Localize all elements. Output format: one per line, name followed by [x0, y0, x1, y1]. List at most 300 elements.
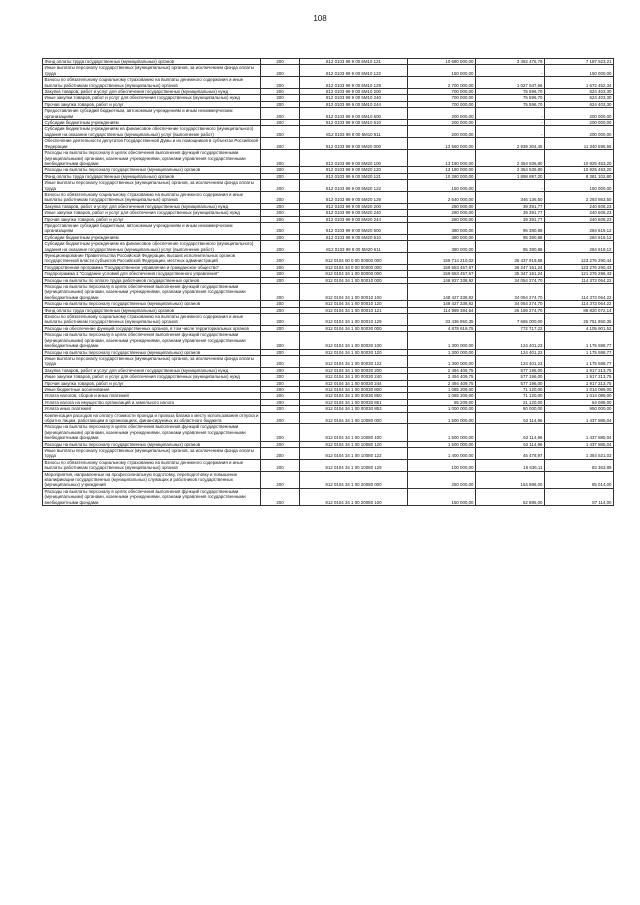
row-name-cell: Закупка товаров, работ и услуг для обеспечения государственных (муниципальных) нужд	[43, 203, 261, 209]
row-line-code-cell: 200	[261, 95, 300, 101]
row-line-code-cell: 200	[261, 173, 300, 179]
row-executed-cell: -	[476, 126, 545, 138]
row-name-cell: Прочая закупка товаров, работ и услуг	[43, 216, 261, 222]
row-executed-cell: 164 986,00	[476, 471, 545, 488]
row-kbk-cell: 812 0103 99 9 00 5М10 240	[300, 95, 408, 101]
row-name-cell: Функционирование Правительства Российской Федерации, высших исполнительных органов государственной власти субъектов Российской Федерации, местных администраций	[43, 253, 261, 265]
row-name-cell: Расходы на выплаты персоналу в целях обеспечения выполнения функций государственными (муниципальными) органами, казенными учреждениями, органами управления государственными внебюджетными фондами	[43, 488, 261, 505]
row-remaining-cell: 1 917 213,75	[545, 367, 614, 373]
row-executed-cell: 1 027 547,66	[476, 77, 545, 89]
row-kbk-cell: 812 0104 34 1 00 00010 121	[300, 307, 408, 313]
row-executed-cell: 62 886,00	[476, 488, 545, 505]
table-row	[43, 203, 614, 209]
row-remaining-cell: 114 373 064,22	[545, 301, 614, 307]
row-name-cell: Расходы на выплаты персоналу в целях обеспечения выполнения функций государственными (муниципальными) органами, казенными учреждениями, органами управления государственными внебюджетными фондами	[43, 424, 261, 441]
table-row	[43, 349, 614, 355]
row-kbk-cell: 812 0103 99 9 00 5М20 129	[300, 191, 408, 203]
row-kbk-cell: 812 0104 34 1 00 00030 120	[300, 349, 408, 355]
row-kbk-cell: 812 0104 34 1 00 00000 000	[300, 271, 408, 277]
row-line-code-cell: 200	[261, 441, 300, 447]
row-line-code-cell: 200	[261, 253, 300, 265]
row-executed-cell: 75 596,70	[476, 95, 545, 101]
row-line-code-cell: 200	[261, 101, 300, 107]
row-name-cell: Расходы на выплаты персоналу в целях обеспечения выполнения функций государственными (муниципальными) органами, казенными учреждениями, органами управления государственными внебюджетными фондами	[43, 332, 261, 349]
row-remaining-cell: 624 403,30	[545, 95, 614, 101]
row-executed-cell: 50 000,00	[476, 406, 545, 412]
row-line-code-cell: 200	[261, 412, 300, 424]
row-executed-cell: 39 391,77	[476, 203, 545, 209]
row-name-cell: Мероприятия, направленные на профессиональную подготовку, переподготовку и повышение квалификации государственных (муниципальных) служащих и работников государственных (муниципальных) учреждений	[43, 471, 261, 488]
row-name-cell: Расходы на выплаты персоналу государственных (муниципальных) органов	[43, 349, 261, 355]
row-approved-cell: 200 000,00	[408, 120, 476, 126]
row-line-code-cell: 200	[261, 380, 300, 386]
row-executed-cell: 577 196,00	[476, 367, 545, 373]
table-row	[43, 367, 614, 373]
row-executed-cell: -	[476, 65, 545, 77]
row-approved-cell: 148 427 338,92	[408, 284, 476, 301]
row-remaining-cell: 114 373 064,22	[545, 277, 614, 283]
row-line-code-cell: 200	[261, 314, 300, 326]
row-name-cell: Уплата иных платежей	[43, 406, 261, 412]
row-name-cell: Предоставление субсидий бюджетным, автономным учреждениям и иным некоммерческим организациям	[43, 108, 261, 120]
row-name-cell: Субсидии бюджетным учреждениям на финансовое обеспечение государственного (муниципального) задания на оказание государственных (муниципальных) услуг (выполнение работ)	[43, 241, 261, 253]
row-name-cell: Расходы на выплаты персоналу государственных (муниципальных) органов	[43, 167, 261, 173]
row-line-code-cell: 200	[261, 393, 300, 399]
row-line-code-cell: 200	[261, 459, 300, 471]
table-row	[43, 355, 614, 367]
row-line-code-cell: 200	[261, 277, 300, 283]
row-executed-cell: 34 054 274,70	[476, 301, 545, 307]
row-name-cell: Закупка товаров, работ и услуг для обеспечения государственных (муниципальных) нужд	[43, 367, 261, 373]
row-approved-cell: 1 000 000,00	[408, 406, 476, 412]
row-line-code-cell: 200	[261, 399, 300, 405]
table-row	[43, 488, 614, 505]
row-kbk-cell: 812 0104 34 1 00 20080 000	[300, 471, 408, 488]
row-approved-cell: 200 000,00	[408, 126, 476, 138]
row-remaining-cell: 240 608,23	[545, 210, 614, 216]
row-executed-cell: 35 347 161,24	[476, 271, 545, 277]
row-kbk-cell: 812 0104 34 1 00 00030 850	[300, 393, 408, 399]
row-remaining-cell: 7 187 523,21	[545, 59, 614, 65]
row-executed-cell: 71 120,00	[476, 393, 545, 399]
row-executed-cell: 71 120,00	[476, 386, 545, 392]
table-row	[43, 95, 614, 101]
row-remaining-cell: 85 014,00	[545, 471, 614, 488]
row-kbk-cell: 812 0103 99 9 00 5М10 610	[300, 120, 408, 126]
row-approved-cell: 159 553 457,67	[408, 264, 476, 270]
row-executed-cell: 124 401,23	[476, 349, 545, 355]
row-executed-cell: 346 136,50	[476, 191, 545, 203]
table-row	[43, 412, 614, 424]
row-remaining-cell: 114 373 064,22	[545, 284, 614, 301]
table-row	[43, 271, 614, 277]
row-executed-cell: 577 196,00	[476, 380, 545, 386]
row-name-cell: Взносы по обязательному социальному страхованию на выплаты денежного содержания и иные выплаты работникам государственных (муниципальных) органов	[43, 314, 261, 326]
row-approved-cell: 2 640 000,00	[408, 191, 476, 203]
table-row	[43, 65, 614, 77]
row-name-cell: Фонд оплаты труда государственных (муниципальных) органов	[43, 59, 261, 65]
table-row	[43, 167, 614, 173]
row-line-code-cell: 200	[261, 264, 300, 270]
row-kbk-cell: 812 0103 99 9 00 5М20 600	[300, 222, 408, 234]
row-executed-cell: 39 391,77	[476, 210, 545, 216]
row-line-code-cell: 200	[261, 89, 300, 95]
row-name-cell: Предоставление субсидий бюджетным, автономным учреждениям и иным некоммерческим организациям	[43, 222, 261, 234]
row-line-code-cell: 200	[261, 374, 300, 380]
row-kbk-cell: 812 0103 99 9 00 5М10 244	[300, 101, 408, 107]
row-name-cell: Закупка товаров, работ и услуг для обеспечения государственных (муниципальных) нужд	[43, 89, 261, 95]
row-kbk-cell: 812 0104 34 1 00 10080 120	[300, 441, 408, 447]
row-line-code-cell: 200	[261, 222, 300, 234]
row-line-code-cell: 200	[261, 355, 300, 367]
row-name-cell: Иные выплаты персоналу государственных (муниципальных) органов, за исключением фонда оплаты труда	[43, 448, 261, 460]
row-approved-cell: 1 500 000,00	[408, 424, 476, 441]
row-executed-cell: 2 354 536,80	[476, 167, 545, 173]
row-kbk-cell: 812 0103 99 9 00 5М20 000	[300, 138, 408, 150]
row-executed-cell: 124 401,23	[476, 332, 545, 349]
row-executed-cell: 1 898 897,20	[476, 173, 545, 179]
row-remaining-cell: 25 751 950,35	[545, 314, 614, 326]
row-approved-cell: 200 000,00	[408, 108, 476, 120]
row-kbk-cell: 812 0103 99 9 00 5М20 121	[300, 173, 408, 179]
row-executed-cell: 75 596,70	[476, 101, 545, 107]
row-line-code-cell: 200	[261, 150, 300, 167]
row-remaining-cell: 240 608,23	[545, 203, 614, 209]
row-name-cell: Субсидии бюджетным учреждениям	[43, 234, 261, 240]
row-approved-cell: 1 085 209,00	[408, 386, 476, 392]
table-row	[43, 138, 614, 150]
row-approved-cell: 10 280 000,00	[408, 173, 476, 179]
row-line-code-cell: 200	[261, 301, 300, 307]
row-executed-cell: 577 196,00	[476, 374, 545, 380]
row-line-code-cell: 200	[261, 325, 300, 331]
budget-table	[42, 58, 614, 506]
row-kbk-cell: 812 0103 99 9 00 5М10 600	[300, 108, 408, 120]
row-approved-cell: 150 000,00	[408, 180, 476, 192]
row-line-code-cell: 200	[261, 471, 300, 488]
row-approved-cell: 1 300 000,00	[408, 332, 476, 349]
row-approved-cell: 2 494 409,75	[408, 380, 476, 386]
table-row	[43, 307, 614, 313]
row-executed-cell: 62 114,96	[476, 412, 545, 424]
row-remaining-cell: 624 403,30	[545, 101, 614, 107]
row-kbk-cell: 812 0103 99 9 00 5М10 611	[300, 126, 408, 138]
row-approved-cell: 1 300 000,00	[408, 349, 476, 355]
row-approved-cell: 700 000,00	[408, 95, 476, 101]
row-remaining-cell: 1 437 885,04	[545, 412, 614, 424]
row-name-cell: Взносы по обязательному социальному страхованию на выплаты денежного содержания и иные выплаты работникам государственных (муниципальных) органов	[43, 191, 261, 203]
row-remaining-cell: 1 175 598,77	[545, 332, 614, 349]
row-line-code-cell: 200	[261, 191, 300, 203]
row-kbk-cell: 812 0103 99 9 00 5М10 121	[300, 59, 408, 65]
row-approved-cell: 380 000,00	[408, 222, 476, 234]
row-name-cell: Иные выплаты персоналу государственных (муниципальных) органов, за исключением фонда оплаты труда	[43, 180, 261, 192]
row-line-code-cell: 200	[261, 210, 300, 216]
row-executed-cell: 62 114,96	[476, 441, 545, 447]
row-line-code-cell: 200	[261, 386, 300, 392]
row-executed-cell: 95 380,88	[476, 234, 545, 240]
row-approved-cell: 33 436 950,35	[408, 314, 476, 326]
row-kbk-cell: 812 0104 34 1 00 00010 100	[300, 284, 408, 301]
table-row	[43, 424, 614, 441]
row-remaining-cell: 1 354 521,03	[545, 448, 614, 460]
row-line-code-cell: 200	[261, 241, 300, 253]
row-name-cell: Фонд оплаты труда государственных (муниципальных) органов	[43, 173, 261, 179]
row-kbk-cell: 812 0104 34 1 00 10080 100	[300, 424, 408, 441]
row-remaining-cell: 150 000,00	[545, 180, 614, 192]
row-name-cell: Иные закупки товаров, работ и услуг для обеспечения государственных (муниципальных) нужд	[43, 95, 261, 101]
row-line-code-cell: 200	[261, 138, 300, 150]
row-name-cell: Иные закупки товаров, работ и услуг для обеспечения государственных (муниципальных) нужд	[43, 374, 261, 380]
row-executed-cell: 45 478,97	[476, 448, 545, 460]
row-kbk-cell: 812 0104 34 1 00 10080 129	[300, 459, 408, 471]
row-approved-cell: 280 000,00	[408, 210, 476, 216]
table-row	[43, 301, 614, 307]
row-remaining-cell: 1 437 885,04	[545, 424, 614, 441]
row-executed-cell: 62 114,96	[476, 424, 545, 441]
row-executed-cell: 36 437 919,58	[476, 253, 545, 265]
row-remaining-cell: 1 175 598,77	[545, 355, 614, 367]
row-remaining-cell: 1 014 089,00	[545, 386, 614, 392]
table-row	[43, 77, 614, 89]
row-approved-cell: 150 000,00	[408, 488, 476, 505]
row-remaining-cell: 4 105 901,52	[545, 325, 614, 331]
row-remaining-cell: 200 000,00	[545, 126, 614, 138]
row-line-code-cell: 200	[261, 120, 300, 126]
row-remaining-cell: 87 114,00	[545, 488, 614, 505]
row-kbk-cell: 812 0104 34 1 00 10080 000	[300, 412, 408, 424]
row-name-cell: Государственная программа "Государственное управление и гражданское общество"	[43, 264, 261, 270]
row-executed-cell: 26 169 274,70	[476, 307, 545, 313]
table-row	[43, 284, 614, 301]
row-line-code-cell: 200	[261, 77, 300, 89]
table-row	[43, 59, 614, 65]
row-remaining-cell: 284 619,12	[545, 222, 614, 234]
row-kbk-cell: 812 0104 34 1 00 00030 244	[300, 380, 408, 386]
table-row	[43, 393, 614, 399]
row-remaining-cell: 284 619,12	[545, 234, 614, 240]
table-row	[43, 180, 614, 192]
row-remaining-cell: 10 825 463,20	[545, 167, 614, 173]
table-row	[43, 441, 614, 447]
row-approved-cell: 13 560 000,00	[408, 138, 476, 150]
row-approved-cell: 13 180 000,00	[408, 167, 476, 173]
row-line-code-cell: 200	[261, 203, 300, 209]
row-kbk-cell: 812 0104 34 1 00 10080 122	[300, 448, 408, 460]
row-name-cell: Фонд оплаты труда государственных (муниципальных) органов	[43, 307, 261, 313]
row-kbk-cell: 812 0103 99 9 00 5М20 100	[300, 150, 408, 167]
row-kbk-cell: 812 0104 34 1 00 00030 200	[300, 367, 408, 373]
row-remaining-cell: 88 820 072,14	[545, 307, 614, 313]
row-approved-cell: 700 000,00	[408, 101, 476, 107]
table-row	[43, 277, 614, 283]
row-line-code-cell: 200	[261, 307, 300, 313]
row-approved-cell: 2 494 409,75	[408, 367, 476, 373]
row-remaining-cell: 1 437 885,04	[545, 441, 614, 447]
row-executed-cell: 34 054 274,70	[476, 284, 545, 301]
row-approved-cell: 159 714 210,02	[408, 253, 476, 265]
row-line-code-cell: 200	[261, 271, 300, 277]
row-remaining-cell: 240 608,23	[545, 216, 614, 222]
row-name-cell: Расходы на выплаты персоналу в целях обеспечения выполнения функций государственными (муниципальными) органами, казенными учреждениями, органами управления государственными внебюджетными фондами	[43, 150, 261, 167]
row-name-cell: Иные выплаты персоналу государственных (муниципальных) органов, за исключением фонда оплаты труда	[43, 355, 261, 367]
row-name-cell: Уплата налогов, сборов и иных платежей	[43, 393, 261, 399]
row-name-cell: Расходы на выплаты по оплате труда работников государственных органов	[43, 277, 261, 283]
table-row	[43, 126, 614, 138]
row-kbk-cell: 812 0103 99 9 00 5М20 122	[300, 180, 408, 192]
table-row	[43, 108, 614, 120]
row-name-cell: Иные закупки товаров, работ и услуг для обеспечения государственных (муниципальных) нужд	[43, 210, 261, 216]
row-executed-cell: 16 636,11	[476, 459, 545, 471]
row-approved-cell: 150 000,00	[408, 65, 476, 77]
row-remaining-cell: 1 672 452,34	[545, 77, 614, 89]
row-approved-cell: 10 680 000,00	[408, 59, 476, 65]
budget-table-body	[43, 59, 614, 506]
row-line-code-cell: 200	[261, 216, 300, 222]
row-name-cell: Расходы на выплаты персоналу государственных (муниципальных) органов	[43, 301, 261, 307]
table-row	[43, 191, 614, 203]
row-kbk-cell: 812 0103 99 9 00 5М20 610	[300, 234, 408, 240]
row-kbk-cell: 812 0104 34 1 00 00010 120	[300, 301, 408, 307]
row-approved-cell: 700 000,00	[408, 89, 476, 95]
row-name-cell: Уплата налога на имущество организаций и земельного налога	[43, 399, 261, 405]
row-name-cell: Расходы на выплаты персоналу в целях обеспечения выполнения функций государственными (муниципальными) органами, казенными учреждениями, органами управления государственными внебюджетными фондами	[43, 284, 261, 301]
table-row	[43, 264, 614, 270]
row-approved-cell: 148 927 338,92	[408, 277, 476, 283]
row-name-cell: Расходы на обеспечение функций государственных органов, в том числе территориальных органов	[43, 325, 261, 331]
row-line-code-cell: 200	[261, 126, 300, 138]
row-line-code-cell: 200	[261, 448, 300, 460]
row-name-cell: Расходы на выплаты персоналу государственных (муниципальных) органов	[43, 441, 261, 447]
row-approved-cell: 13 180 000,00	[408, 150, 476, 167]
row-executed-cell: 772 717,23	[476, 325, 545, 331]
row-kbk-cell: 812 0103 99 9 00 5М20 611	[300, 241, 408, 253]
row-kbk-cell: 812 0104 00 0 00 00000 000	[300, 253, 408, 265]
table-row	[43, 459, 614, 471]
row-remaining-cell: 83 363,89	[545, 459, 614, 471]
row-remaining-cell: 121 276 296,43	[545, 271, 614, 277]
row-kbk-cell: 812 0104 34 1 00 00010 129	[300, 314, 408, 326]
row-remaining-cell: 200 000,00	[545, 120, 614, 126]
row-executed-cell: 75 596,70	[476, 89, 545, 95]
row-approved-cell: 1 300 000,00	[408, 355, 476, 367]
row-executed-cell: 2 939 304,45	[476, 138, 545, 150]
table-row	[43, 173, 614, 179]
row-approved-cell: 380 000,00	[408, 241, 476, 253]
table-row	[43, 253, 614, 265]
row-kbk-cell: 812 0104 34 1 00 00030 000	[300, 325, 408, 331]
row-kbk-cell: 812 0104 34 1 00 00030 800	[300, 386, 408, 392]
table-row	[43, 399, 614, 405]
table-row	[43, 448, 614, 460]
row-kbk-cell: 812 0104 34 0 00 00000 000	[300, 264, 408, 270]
row-approved-cell: 148 427 338,92	[408, 301, 476, 307]
table-row	[43, 241, 614, 253]
row-remaining-cell: 10 825 463,20	[545, 150, 614, 167]
row-name-cell: Прочая закупка товаров, работ и услуг	[43, 380, 261, 386]
row-remaining-cell: 123 276 290,43	[545, 264, 614, 270]
row-line-code-cell: 200	[261, 284, 300, 301]
row-executed-cell: 7 665 000,00	[476, 314, 545, 326]
table-row	[43, 150, 614, 167]
row-executed-cell: 39 391,77	[476, 216, 545, 222]
row-kbk-cell: 812 0103 99 9 00 5М10 129	[300, 77, 408, 89]
row-name-cell: Субсидии бюджетным учреждениям на финансовое обеспечение государственного (муниципального) задания на оказание государственных (муниципальных) услуг (выполнение работ)	[43, 126, 261, 138]
row-approved-cell: 100 000,00	[408, 459, 476, 471]
row-name-cell: Подпрограмма 1 "Создание условий для обеспечения государственного управления"	[43, 271, 261, 277]
row-name-cell: Взносы по обязательному социальному страхованию на выплаты денежного содержания и иные выплаты работникам государственных (муниципальных) органов	[43, 459, 261, 471]
row-kbk-cell: 812 0104 34 1 00 20080 100	[300, 488, 408, 505]
row-line-code-cell: 200	[261, 424, 300, 441]
row-approved-cell: 1 500 000,00	[408, 412, 476, 424]
row-approved-cell: 114 989 384,64	[408, 307, 476, 313]
row-executed-cell: 124 401,23	[476, 355, 545, 367]
row-remaining-cell: 2 293 863,50	[545, 191, 614, 203]
row-approved-cell: 2 700 000,00	[408, 77, 476, 89]
row-line-code-cell: 200	[261, 180, 300, 192]
row-kbk-cell: 812 0103 99 9 00 5М20 244	[300, 216, 408, 222]
row-name-cell: Иные бюджетные ассигнования	[43, 386, 261, 392]
row-remaining-cell: 200 000,00	[545, 108, 614, 120]
row-remaining-cell: 150 000,00	[545, 65, 614, 77]
row-kbk-cell: 812 0104 34 1 00 00030 122	[300, 355, 408, 367]
row-approved-cell: 1 400 000,00	[408, 448, 476, 460]
row-name-cell: Обеспечение деятельности депутатов Государственной Думы и их помощников в субъектах Российской Федерации	[43, 138, 261, 150]
table-row	[43, 89, 614, 95]
table-row	[43, 471, 614, 488]
row-kbk-cell: 812 0104 34 1 00 00030 853	[300, 406, 408, 412]
table-row	[43, 325, 614, 331]
row-approved-cell: 380 000,00	[408, 234, 476, 240]
row-line-code-cell: 200	[261, 234, 300, 240]
row-approved-cell: 1 500 000,00	[408, 441, 476, 447]
row-line-code-cell: 200	[261, 406, 300, 412]
row-kbk-cell: 812 0103 99 9 00 5М20 240	[300, 210, 408, 216]
table-row	[43, 374, 614, 380]
row-name-cell: Иные выплаты персоналу государственных (муниципальных) органов, за исключением фонда оплаты труда	[43, 65, 261, 77]
row-line-code-cell: 200	[261, 367, 300, 373]
row-executed-cell: 95 380,88	[476, 222, 545, 234]
row-executed-cell: 21 120,00	[476, 399, 545, 405]
row-line-code-cell: 200	[261, 167, 300, 173]
row-kbk-cell: 812 0104 34 1 00 00030 240	[300, 374, 408, 380]
row-kbk-cell: 812 0103 99 9 00 5М20 120	[300, 167, 408, 173]
row-approved-cell: 280 000,00	[408, 216, 476, 222]
table-row	[43, 222, 614, 234]
row-line-code-cell: 200	[261, 65, 300, 77]
row-kbk-cell: 812 0103 99 9 00 5М10 200	[300, 89, 408, 95]
row-kbk-cell: 812 0103 99 9 00 5М10 122	[300, 65, 408, 77]
row-name-cell: Взносы по обязательному социальному страхованию на выплаты денежного содержания и иные выплаты работникам государственных (муниципальных) органов	[43, 77, 261, 89]
row-executed-cell: -	[476, 180, 545, 192]
row-line-code-cell: 200	[261, 349, 300, 355]
row-remaining-cell: 11 340 695,55	[545, 138, 614, 150]
row-line-code-cell: 200	[261, 59, 300, 65]
row-line-code-cell: 200	[261, 332, 300, 349]
row-approved-cell: 85 209,00	[408, 399, 476, 405]
row-executed-cell: -	[476, 108, 545, 120]
row-kbk-cell: 812 0104 34 1 00 00030 851	[300, 399, 408, 405]
row-approved-cell: 159 553 457,67	[408, 271, 476, 277]
row-kbk-cell: 812 0104 34 1 00 00030 100	[300, 332, 408, 349]
row-remaining-cell: 1 917 213,75	[545, 374, 614, 380]
row-remaining-cell: 8 381 102,80	[545, 173, 614, 179]
row-name-cell: Прочая закупка товаров, работ и услуг	[43, 101, 261, 107]
row-remaining-cell: 624 403,30	[545, 89, 614, 95]
row-approved-cell: 250 000,00	[408, 471, 476, 488]
row-remaining-cell: 1 917 213,75	[545, 380, 614, 386]
row-remaining-cell: 950 000,00	[545, 406, 614, 412]
